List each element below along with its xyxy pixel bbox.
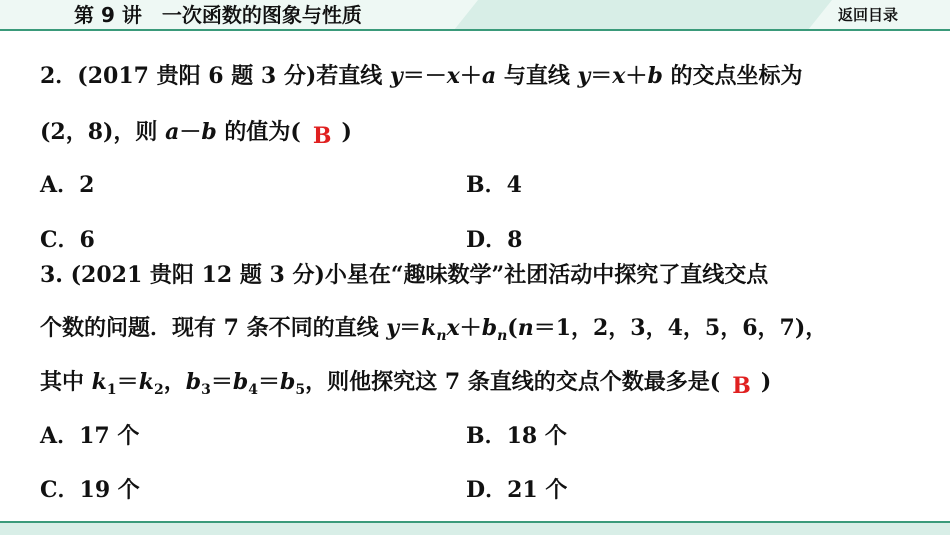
q2-stem-line-1: 2．(2017 贵阳 6 题 3 分)若直线 y＝－x＋a 与直线 y＝x＋b 的交点坐标为 bbox=[40, 63, 803, 89]
q3-option-b[interactable]: B．18 个 bbox=[466, 423, 567, 449]
q2-option-c[interactable]: C．6 bbox=[40, 227, 95, 253]
q3-option-a[interactable]: A．17 个 bbox=[40, 423, 140, 449]
q3-stem-line-2: 个数的问题．现有 7 条不同的直线 $y=k_nx+b_n(n=1$，2，3，4，5，6，7)， bbox=[40, 315, 828, 344]
q3-option-d[interactable]: D．21 个 bbox=[466, 477, 568, 503]
q2-option-b[interactable]: B．4 bbox=[466, 172, 522, 198]
header-divider bbox=[0, 29, 950, 31]
q3-option-c[interactable]: C．19 个 bbox=[40, 477, 140, 503]
footer-bar bbox=[0, 523, 950, 535]
q3-stem-line-3: 其中 $k_1=k_2$，$b_3=b_4=b_5$，则他探究这 7 条直线的交点个数最多是( B ) bbox=[40, 369, 772, 399]
q2-option-d[interactable]: D．8 bbox=[466, 227, 523, 253]
q3-stem-line-1: 3. (2021 贵阳 12 题 3 分)小星在“趣味数学”社团活动中探究了直线交点 bbox=[40, 262, 769, 288]
q2-option-a[interactable]: A．2 bbox=[40, 172, 95, 198]
page-title: 第 9 讲 一次函数的图象与性质 bbox=[74, 3, 362, 27]
header bbox=[0, 0, 950, 32]
q3-answer: B bbox=[732, 373, 751, 399]
q2-answer: B bbox=[312, 123, 332, 149]
back-to-contents-button[interactable]: 返回目录 bbox=[838, 6, 899, 24]
q2-stem-line-2: (2，8)，则 a－b 的值为( B ) bbox=[40, 119, 352, 149]
